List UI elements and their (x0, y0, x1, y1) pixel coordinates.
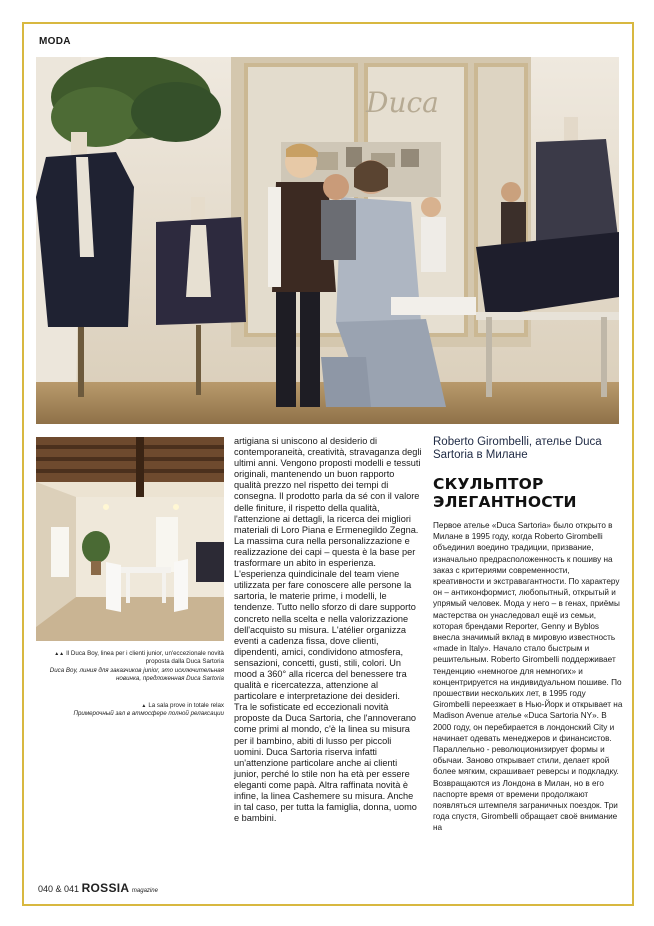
caption-fitting-room-ru: Примерочный зал в атмосфере полной релаксации (73, 710, 224, 718)
triangle-up-icon: ▲▲ (54, 651, 65, 657)
article-ru-title: СКУЛЬПТОР ЭЛЕГАНТНОСТИ (433, 475, 577, 511)
page-numbers: 040 & 041 (38, 884, 80, 894)
fitting-room-photo (36, 437, 224, 641)
caption-duca-boy (36, 650, 224, 684)
svg-text:Duca: Duca (366, 86, 439, 119)
article-ru-subtitle: Roberto Girombelli, ателье Duca Sartoria в Милане (433, 436, 602, 461)
caption-duca-boy-it: Il Duca Boy, linea per i clienti junior, un'eccezionale novità proposta dalla Duca Sartoria (66, 650, 224, 666)
caption-duca-boy-ru: Duca Boy, линия для заказчиков junior, это исключительная новинка, предложенная Duca Sartoria (49, 666, 224, 683)
section-label: MODA (39, 36, 71, 47)
article-italian (234, 436, 422, 824)
triangle-up-icon: ▲ (141, 703, 147, 709)
page-footer (38, 881, 158, 895)
article-it-paragraph-2: Tra le sofisticate ed eccezionali novità proposte da Duca Sartoria, che l'annoverano come primi al mondo, c'è la linea su misura per il bambino, abiti di lusso per piccoli uomini. Duca Sartoria riserva infatti un'attenzione particolare anche ai clienti junior, perché lo stile non ha età per essere eleganti come papà. Altra raffinata novità è infine, la linea Cashemere su misura. Anche in tal caso, per tutta la famiglia, donna, uomo e bambini. (234, 702, 417, 824)
magazine-brand: ROSSIA (81, 881, 130, 895)
article-ru-body: Первое ателье «Duca Sartoria» было открыто в Милане в 1995 году, когда Roberto Girombelli объединил воедино традиции, призвание, изначально предрасположенность к пошиву на заказ с критериями современности, креативности и экстравагантности. По характеру он – антиконформист, любопытный, открытый и упрямый человек. Мода у него – в генах, приёмы мастерства он унаследовал ещё из семьи, которая брендами Reporter, Genny и Byblos внесла значимый вклад в мировую известность «made in Italy». Начало стало быстрым и решительным. Roberto Girombelli поддерживает тенденцию «немногое для немногих» и концентрируется на индивидуальном пошиве. По прошествии нескольких лет, в 1995 году Girombelli переезжает в Нью-Йорк и открывает на Madison Avenue ателье «Duca Sartoria NY». В 2000 году, он перебирается в лондонский City и начинает одевать менеджеров и финансистов. Параллельно - революционизирует формы и обычаи. Заново открывает стили, делает крой более мягким, скрашивает реверсы и подкладку. Возвращаются из Лондона в Милан, но в его паспорте время от времени продолжают появляться штемпеля заграничных поездок. Три года спустя, Girombelli обращает своё внимание на (433, 521, 623, 833)
caption-fitting-room-it: La sala prove in totale relax (148, 702, 224, 709)
main-photo-atelier (36, 57, 619, 424)
article-it-paragraph-1: artigiana si uniscono al desiderio di contemporaneità, creatività, stravaganza degli ultimi anni. Vengono proposti modelli e tessuti originali, mantenendo un buon rapporto qualità prezzo nel rispetto dei tempi di consegna. Il prodotto parla da sé con il valore delle finiture, il rispetto della qualità, l'attenzione ai dettagli, la ricerca dei migliori materiali di Loro Piana e Ermenegildo Zegna. La massima cura nella personalizzazione e realizzazione dei capi – questa è la base per trasformare un abito in esperienza. L'esperienza quindicinale del team viene utilizzata per fare conoscere alle persone la sartoria, le materie prime, i modelli, le tendenze. Tutto nello sforzo di dare supporto concreto nella scelta e nella valorizzazione dell'acquisto su misura. L'atélier organizza eventi a cadenza fissa, dove clienti, dipendenti, amici, condividono atmosfera, sensazioni, concetti, gusti, stili, colori. Un mood a 360° alla ricerca del benessere tra qualità e ricercatezza, attenzione al particolare e interpretazione dei desideri. (234, 436, 422, 702)
magazine-word: magazine (131, 888, 158, 894)
caption-fitting-room (36, 702, 224, 719)
